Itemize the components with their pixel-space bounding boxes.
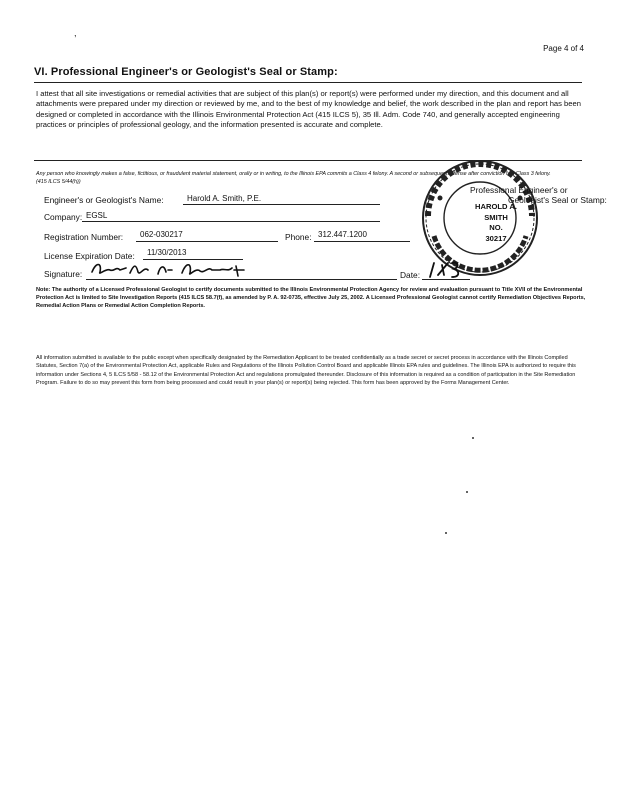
company-underline [82,221,380,222]
scan-speck [445,532,447,534]
engineer-name-label: Engineer's or Geologist's Name: [44,195,164,205]
phone-label: Phone: [285,232,312,242]
date-scribble [426,259,466,281]
seal-label-line2: Geologist's Seal or Stamp: [508,195,607,205]
seal-name-line1: HAROLD A. [475,202,517,211]
registration-number-value: 062-030217 [140,230,183,239]
company-value: EGSL [86,211,108,220]
disclosure-footer: All information submitted is available to the public except when specifically designated by the Remediation Applicant to be treated confidentially as a trade secret or secret process in accordance with the Illinois Compiled Statutes, Section 7(a) of the Environmental Protection Act, applicable Rules and Regulations of the Illinois Pollution Control Board and applicable Illinois EPA rules and guidelines. The Illinois EPA is authorized to require this information under Sections 4, 5 ILCS 5/58 - 58.12 of the Environmental Protection Act and regulations promulgated thereunder. Disclosure of this information is required as a condition of participation in the Site Remediation Program. Failure to do so may prevent this form from being processed and could result in your plan(s) or report(s) being rejected. This form has been approved by the Forms Management Center. [36,355,576,386]
signature-underline [86,279,397,280]
signature-scribble [86,258,266,280]
registration-number-underline [136,241,278,242]
engineer-name-value: Harold A. Smith, P.E. [187,194,262,203]
phone-value: 312.447.1200 [318,230,367,239]
seal-label-line1: Professional Engineer's or [470,185,568,195]
license-expiration-value: 11/30/2013 [147,248,187,257]
geologist-authority-note: Note: The authority of a Licensed Professional Geologist to certify documents submitted to the Illinois Environmental Protection Agency for review and evaluation pursuant to Title XVII of the Environmental Protection Act is limited to Site Investigation Reports (415 ILCS 58.7(f), as amended by P. A. 92-0735, effective July 25, 2002. A Licensed Professional Geologist cannot certify Remediation Objectives Reports, Remedial Action Plans or Remedial Action Completion Reports. [36,287,586,309]
seal-number-line1: NO. [489,223,503,232]
engineer-name-underline [183,204,380,205]
scan-mark: , [74,28,77,38]
scan-speck [472,437,474,439]
page-number: Page 4 of 4 [543,44,584,53]
phone-underline [314,241,410,242]
seal-name-line2: SMITH [484,212,508,222]
date-label: Date: [400,270,421,280]
handwritten-date [426,259,466,281]
signature-label: Signature: [44,269,83,279]
handwritten-signature [86,258,266,280]
company-label: Company: [44,212,83,222]
scan-speck [466,491,468,493]
seal-inner-text [462,202,530,244]
attestation-paragraph: I attest that all site investigations or remedial activities that are subject of this plan(s) or report(s) were performed under my direction, and this document and all attachments were prepared under my direction or reviewed by me, and to the best of my knowledge and belief, the work described in the plan and report has been designed or completed in accordance with the Illinois Environmental Protection Act (415 ILCS 5), 35 Ill. Adm. Code 740, and generally accepted engineering practices or principles of professional geology, and the information presented is accurate and complete. [36,89,581,130]
section-title: VI. Professional Engineer's or Geologist's Seal or Stamp: [34,66,338,78]
date-underline [422,279,470,280]
section-divider-top [34,82,582,83]
seal-number-line2: 30217 [485,233,507,243]
registration-number-label: Registration Number: [44,232,124,242]
felony-warning: Any person who knowingly makes a false, fictitious, or fraudulent material statement, orally or in writing, to the Illinois EPA commits a Class 4 felony. A second or subsequent offense after conviction is a Class 3 felony. (415 ILCS 5/44(h)) [36,171,551,185]
license-expiration-label: License Expiration Date: [44,251,135,261]
